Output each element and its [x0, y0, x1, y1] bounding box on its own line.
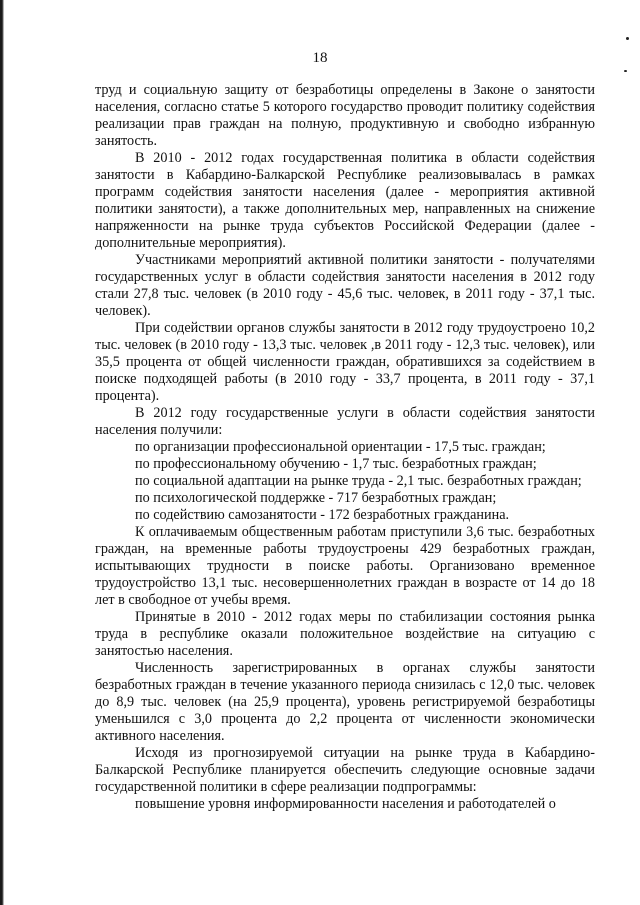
paragraph: В 2010 - 2012 годах государственная политика в области содействия занятости в Кабардино-Балкарской Республике реализовывалась в рамках программ содействия занятости населения (далее - мероприятия активной политики занятости), а также дополнительных мер, направленных на снижение напряженности на рынке труда субъектов Российской Федерации (далее - дополнительные мероприятия). [95, 150, 595, 251]
paragraph: Участниками мероприятий активной политики занятости - получателями государственных услуг в области содействия занятости населения в 2012 году стали 27,8 тыс. человек (в 2010 году - 45,6 тыс. человек, в 2011 году - 37,1 тыс. человек). [95, 252, 595, 319]
paragraph: труд и социальную защиту от безработицы определены в Законе о занятости населения, согласно статье 5 которого государство проводит политику содействия реализации прав граждан на полную, продуктивную и свободно избранную занятость. [95, 82, 595, 149]
paragraph: При содействии органов службы занятости в 2012 году трудоустроено 10,2 тыс. человек (в 2010 году - 13,3 тыс. человек ,в 2011 году - 12,3 тыс. человек), или 35,5 процента от общей численности граждан, обратившихся за содействием в поиске подходящей работы (в 2010 году - 33,7 процента, в 2011 году - 37,1 процента). [95, 320, 595, 404]
list-item: по психологической поддержке - 717 безработных граждан; [135, 490, 497, 506]
page-number: 18 [312, 50, 328, 66]
list-item: по содействию самозанятости - 172 безработных гражданина. [135, 507, 510, 523]
list-item: по профессиональному обучению - 1,7 тыс. безработных граждан; [135, 456, 537, 472]
paragraph: повышение уровня информированности населения и работодателей о [135, 796, 556, 812]
paragraph: Численность зарегистрированных в органах службы занятости безработных граждан в течение указанного периода снизилась с 12,0 тыс. человек до 8,9 тыс. человек (на 25,9 процента), уровень регистрируемой безработицы уменьшился с 3,0 процента до 2,2 процента от численности экономически активного населения. [95, 660, 595, 744]
scan-speck [624, 70, 627, 72]
scan-speck [626, 37, 629, 40]
list-item: по организации профессиональной ориентации - 17,5 тыс. граждан; [135, 439, 546, 455]
paragraph: В 2012 году государственные услуги в области содействия занятости населения получили: [95, 405, 595, 438]
paragraph: К оплачиваемым общественным работам приступили 3,6 тыс. безработных граждан, на временные работы трудоустроены 429 безработных граждан, испытывающих трудности в поиске работы. Организовано временное трудоустройство 13,1 тыс. несовершеннолетних граждан в возрасте от 14 до 18 лет в свободное от учебы время. [95, 524, 595, 608]
body-text [95, 82, 595, 813]
paragraph: Принятые в 2010 - 2012 годах меры по стабилизации состояния рынка труда в республике оказали положительное воздействие на ситуацию с занятостью населения. [95, 609, 595, 659]
scan-edge-line [0, 0, 4, 905]
paragraph: Исходя из прогнозируемой ситуации на рынке труда в Кабардино-Балкарской Республике планируется обеспечить следующие основные задачи государственной политики в сфере реализации подпрограммы: [95, 745, 595, 795]
list-item: по социальной адаптации на рынке труда - 2,1 тыс. безработных граждан; [135, 473, 582, 489]
